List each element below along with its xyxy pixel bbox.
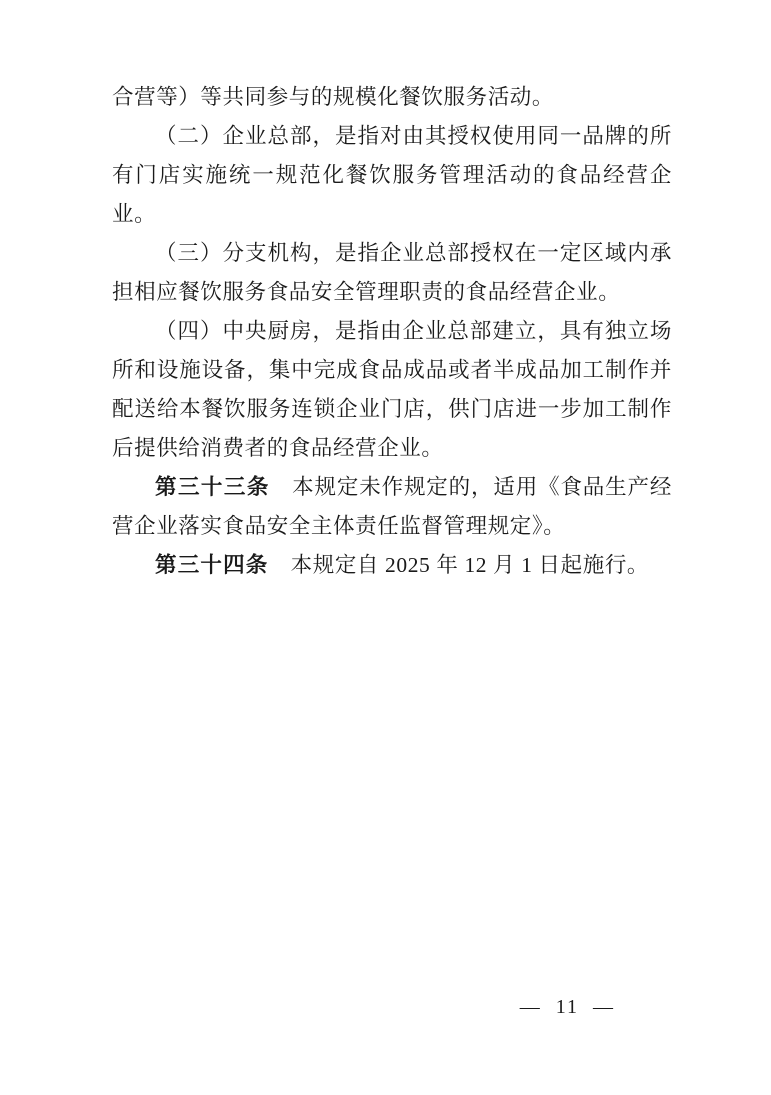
page-footer-inner (520, 996, 615, 1019)
paragraph-continuation: 合营等）等共同参与的规模化餐饮服务活动。 (112, 85, 555, 109)
article-34-title: 第三十四条 (155, 553, 269, 577)
footer-left-dash: — (519, 996, 542, 1018)
article-33-spacer (270, 475, 292, 499)
paragraph-item-4: （四）中央厨房，是指由企业总部建立，具有独立场所和设施设备，集中完成食品成品或者半成品加工制作并配送给本餐饮服务连锁企业门店，供门店进一步加工制作后提供给消费者的食品经营企业。 (112, 319, 672, 460)
document-body (112, 78, 672, 585)
footer-right-dash: — (593, 996, 615, 1018)
paragraph-item-3: （三）分支机构，是指企业总部授权在一定区域内承担相应餐饮服务食品安全管理职责的食品经营企业。 (112, 241, 672, 304)
article-34 (112, 546, 672, 585)
page-footer (0, 996, 771, 1019)
paragraph-item-2: （二）企业总部，是指对由其授权使用同一品牌的所有门店实施统一规范化餐饮服务管理活动的食品经营企业。 (112, 124, 672, 226)
article-34-spacer (269, 553, 291, 577)
page-number: 11 (555, 996, 579, 1018)
page-footer-row (0, 996, 771, 1019)
article-33 (112, 468, 672, 546)
article-33-text: 本规定未作规定的，适用《食品生产经营企业落实食品安全主体责任监督管理规定》。 (112, 475, 672, 538)
article-34-text: 本规定自 2025 年 12 月 1 日起施行。 (290, 553, 650, 577)
article-33-title: 第三十三条 (155, 475, 270, 499)
